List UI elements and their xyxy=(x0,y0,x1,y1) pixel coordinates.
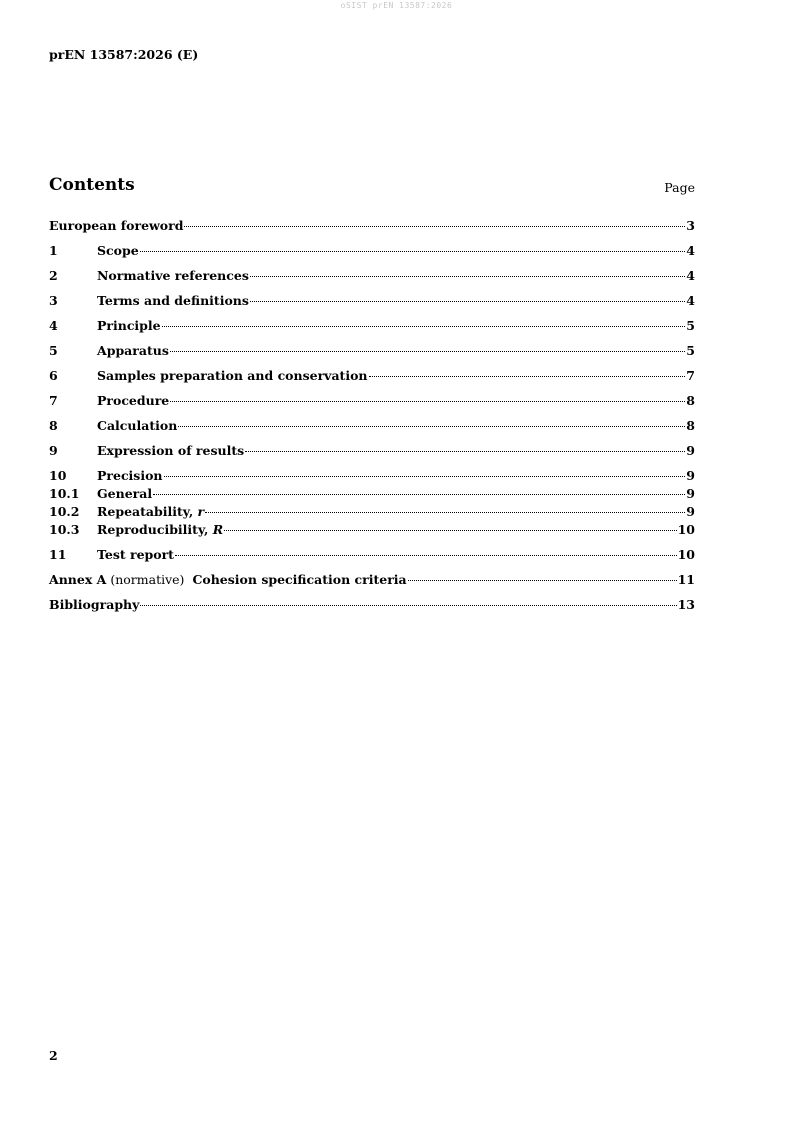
toc-entry-title-text: Repeatability, xyxy=(97,504,198,519)
toc-leader-dots xyxy=(153,494,685,495)
toc-entry-page: 10 xyxy=(677,547,695,562)
toc-entry-page: 9 xyxy=(686,443,695,458)
toc-entry-terms-and-definitions[interactable] xyxy=(49,292,695,310)
toc-entry-page: 9 xyxy=(686,504,695,519)
toc-entry-page: 8 xyxy=(686,393,695,408)
toc-entry-page: 11 xyxy=(677,572,695,587)
toc-entry-title: Principle xyxy=(97,318,161,333)
toc-entry-title xyxy=(97,521,223,539)
toc-leader-dots xyxy=(408,580,677,581)
toc-entry-page: 3 xyxy=(686,218,695,233)
toc-entry-page: 8 xyxy=(686,418,695,433)
toc-entry-title: Scope xyxy=(97,243,139,258)
toc-entry-title: Samples preparation and conservation xyxy=(97,368,368,383)
toc-leader-dots xyxy=(175,555,677,556)
toc-entry-title: Procedure xyxy=(97,393,170,408)
toc-entry-title-symbol: r xyxy=(197,504,205,519)
toc-entry-number: 5 xyxy=(49,343,58,358)
toc-entry-samples-preparation[interactable] xyxy=(49,367,695,385)
toc-entry-title: Normative references xyxy=(97,268,249,283)
document-id: prEN 13587:2026 (E) xyxy=(49,47,199,62)
toc-entry-title xyxy=(97,503,204,521)
toc-entry-reproducibility[interactable] xyxy=(49,521,695,539)
annex-label: Annex A xyxy=(49,572,107,587)
table-of-contents xyxy=(49,217,695,614)
toc-entry-title: Expression of results xyxy=(97,443,245,458)
contents-title: Contents xyxy=(49,175,135,195)
toc-entry-number: 11 xyxy=(49,547,67,562)
toc-leader-dots xyxy=(162,326,686,327)
toc-entry-scope[interactable] xyxy=(49,242,695,260)
toc-entry-apparatus[interactable] xyxy=(49,342,695,360)
toc-leader-dots xyxy=(245,451,685,452)
toc-entry-title-symbol: R xyxy=(212,522,224,537)
toc-leader-dots xyxy=(369,376,686,377)
toc-entry-title: Bibliography xyxy=(49,597,140,612)
toc-entry-page: 9 xyxy=(686,486,695,501)
toc-entry-page: 10 xyxy=(677,522,695,537)
toc-entry-number: 10.2 xyxy=(49,504,80,519)
toc-entry-annex-a[interactable] xyxy=(49,571,695,589)
annex-title: Cohesion specification criteria xyxy=(192,572,407,587)
page-column-label: Page xyxy=(664,180,695,195)
toc-leader-dots xyxy=(250,301,685,302)
toc-entry-european-foreword[interactable] xyxy=(49,217,695,235)
toc-leader-dots xyxy=(224,530,676,531)
toc-entry-bibliography[interactable] xyxy=(49,596,695,614)
page-number: 2 xyxy=(49,1048,58,1063)
toc-entry-number: 10.1 xyxy=(49,486,80,501)
toc-entry-repeatability[interactable] xyxy=(49,503,695,521)
toc-entry-title: General xyxy=(97,486,153,501)
toc-leader-dots xyxy=(140,251,686,252)
toc-entry-title: European foreword xyxy=(49,218,184,233)
toc-entry-title: Test report xyxy=(97,547,174,562)
toc-leader-dots xyxy=(140,605,676,606)
toc-entry-expression-of-results[interactable] xyxy=(49,442,695,460)
toc-entry-page: 7 xyxy=(686,368,695,383)
toc-entry-procedure[interactable] xyxy=(49,392,695,410)
toc-leader-dots xyxy=(170,351,685,352)
toc-entry-page: 4 xyxy=(686,293,695,308)
toc-entry-title-text: Reproducibility, xyxy=(97,522,213,537)
toc-leader-dots xyxy=(164,476,686,477)
toc-entry-number: 4 xyxy=(49,318,58,333)
toc-entry-principle[interactable] xyxy=(49,317,695,335)
toc-leader-dots xyxy=(250,276,685,277)
watermark: oSIST prEN 13587:2026 xyxy=(340,1,453,10)
toc-leader-dots xyxy=(178,426,685,427)
toc-entry-precision[interactable] xyxy=(49,467,695,485)
toc-entry-general[interactable] xyxy=(49,485,695,503)
toc-entry-page: 13 xyxy=(677,597,695,612)
toc-entry-test-report[interactable] xyxy=(49,546,695,564)
toc-entry-title: Terms and definitions xyxy=(97,293,249,308)
toc-leader-dots xyxy=(184,226,685,227)
toc-entry-page: 5 xyxy=(686,343,695,358)
toc-entry-number: 1 xyxy=(49,243,58,258)
toc-leader-dots xyxy=(170,401,685,402)
toc-entry-page: 5 xyxy=(686,318,695,333)
toc-entry-number: 7 xyxy=(49,393,58,408)
annex-type: (normative) xyxy=(110,572,185,587)
toc-entry-normative-references[interactable] xyxy=(49,267,695,285)
toc-entry-calculation[interactable] xyxy=(49,417,695,435)
toc-entry-title: Calculation xyxy=(97,418,178,433)
contents-header xyxy=(49,175,695,199)
toc-entry-number: 10 xyxy=(49,468,67,483)
toc-entry-page: 9 xyxy=(686,468,695,483)
toc-entry-number: 8 xyxy=(49,418,58,433)
toc-entry-number: 6 xyxy=(49,368,58,383)
toc-entry-page: 4 xyxy=(686,243,695,258)
toc-entry-title xyxy=(49,571,407,589)
toc-entry-title: Precision xyxy=(97,468,163,483)
toc-entry-number: 10.3 xyxy=(49,522,80,537)
toc-entry-number: 9 xyxy=(49,443,58,458)
toc-entry-number: 2 xyxy=(49,268,58,283)
toc-leader-dots xyxy=(205,512,685,513)
toc-entry-number: 3 xyxy=(49,293,58,308)
toc-entry-page: 4 xyxy=(686,268,695,283)
toc-entry-title: Apparatus xyxy=(97,343,169,358)
